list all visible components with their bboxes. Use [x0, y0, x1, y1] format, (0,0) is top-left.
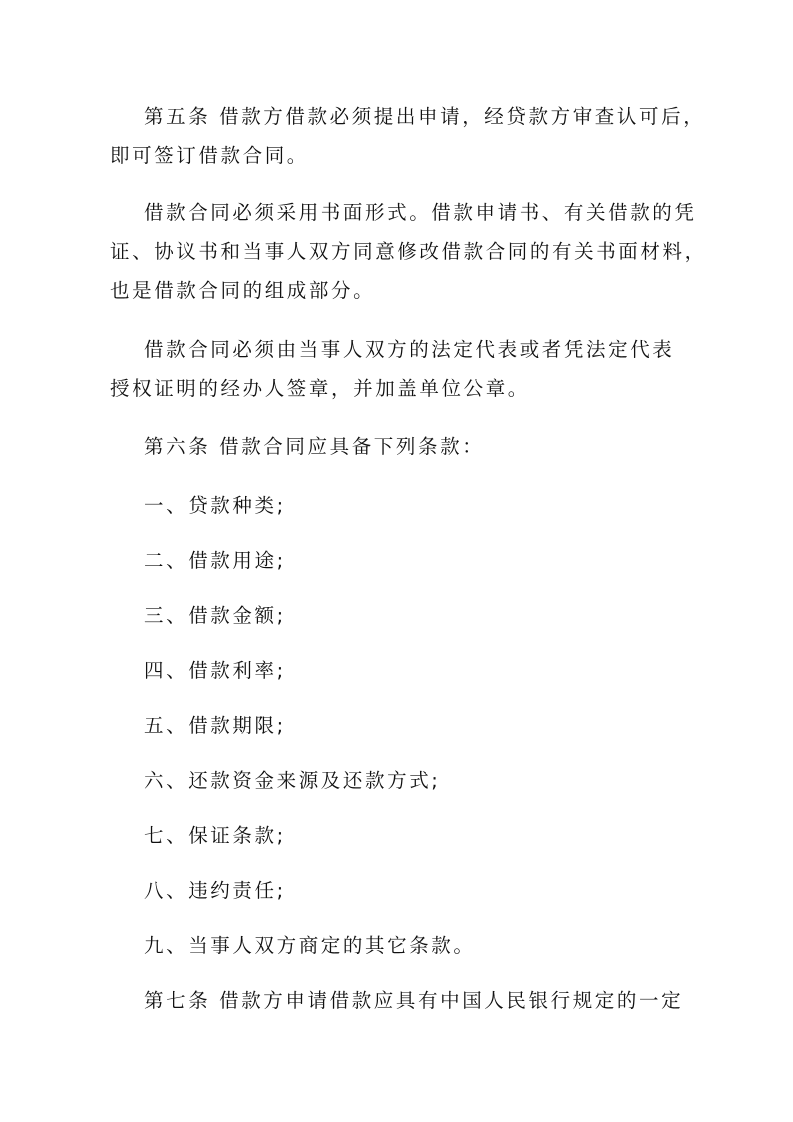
list-item-4: [110, 651, 700, 690]
text-line: 第七条 借款方申请借款应具有中国人民银行规定的一定: [144, 989, 684, 1012]
text-line: 三、借款金额;: [144, 604, 286, 627]
text-line: 也是借款合同的组成部分。: [110, 279, 376, 302]
text-line: 二、借款用途;: [144, 549, 286, 572]
list-item-3: [110, 596, 700, 635]
paragraph-article-7: [110, 981, 700, 1020]
text-line: 一、贷款种类;: [144, 494, 286, 517]
text-line: 第五条 借款方借款必须提出申请，经贷款方审查认可后，: [144, 105, 706, 128]
text-line: 即可签订借款合同。: [110, 144, 309, 167]
text-line: 九、当事人双方商定的其它条款。: [144, 934, 476, 957]
list-item-8: [110, 871, 700, 910]
paragraph-signature: [110, 330, 700, 408]
text-line: 八、违约责任;: [144, 879, 286, 902]
list-item-9: [110, 926, 700, 965]
list-item-2: [110, 541, 700, 580]
text-line: 五、借款期限;: [144, 714, 286, 737]
text-line: 第六条 借款合同应具备下列条款：: [144, 435, 485, 458]
list-item-1: [110, 486, 700, 525]
text-line: 借款合同必须由当事人双方的法定代表或者凭法定代表: [144, 338, 675, 361]
list-item-6: [110, 761, 700, 800]
list-item-5: [110, 706, 700, 745]
list-item-7: [110, 816, 700, 855]
paragraph-written-form: [110, 193, 707, 310]
text-line: 借款合同必须采用书面形式。借款申请书、有关借款的凭: [144, 201, 697, 224]
text-line: 六、还款资金来源及还款方式;: [144, 769, 441, 792]
paragraph-article-6: [110, 427, 700, 466]
text-line: 四、借款利率;: [144, 659, 286, 682]
text-line: 授权证明的经办人签章，并加盖单位公章。: [110, 377, 530, 400]
text-line: 七、保证条款;: [144, 824, 286, 847]
paragraph-article-5: [110, 97, 706, 175]
text-line: 证、协议书和当事人双方同意修改借款合同的有关书面材料，: [110, 240, 707, 263]
